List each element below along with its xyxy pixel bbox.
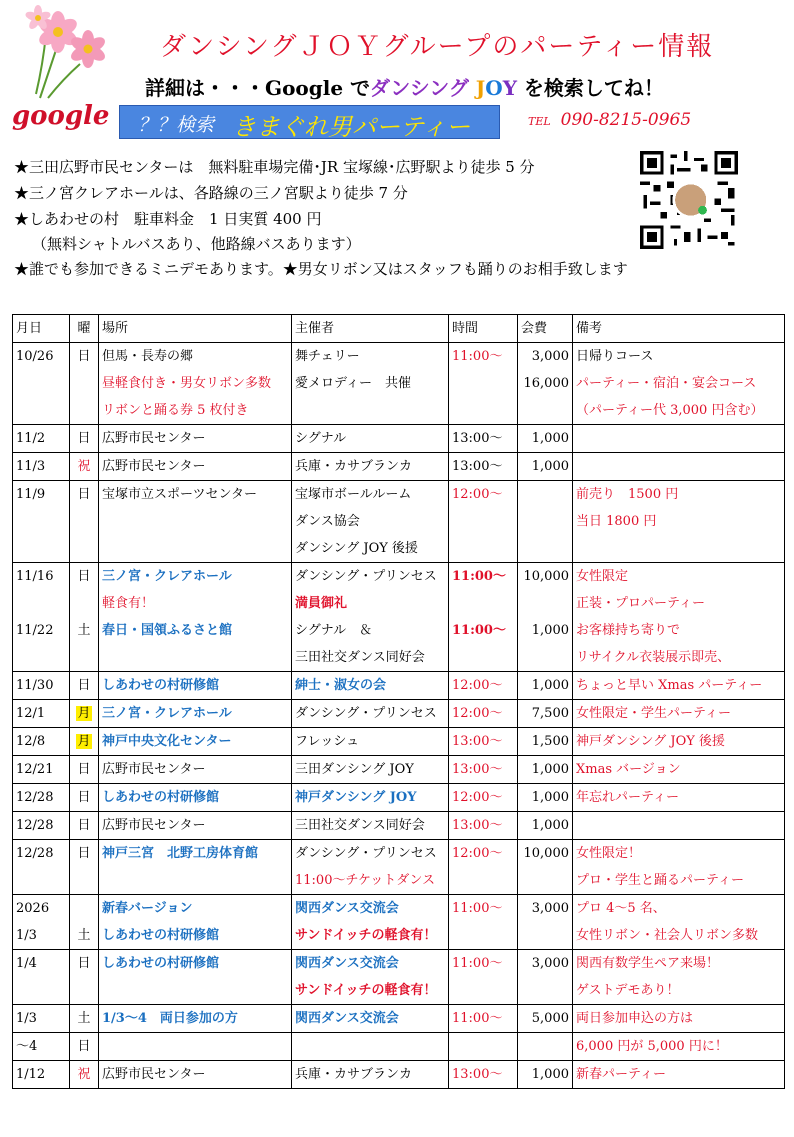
- cell-fee: 5,000: [518, 1005, 573, 1033]
- cell-fee: [518, 397, 573, 425]
- cell-fee: 1,000: [518, 425, 573, 453]
- cell-fee: 1,000: [518, 617, 573, 644]
- cell-host: 関西ダンス交流会: [292, 950, 449, 978]
- tel: [528, 110, 691, 130]
- cell-fee: [518, 481, 573, 509]
- schedule-table: [12, 314, 785, 1089]
- cell-venue: 三ノ宮・クレアホール: [99, 700, 292, 728]
- cell-host: 兵庫・カサブランカ: [292, 453, 449, 481]
- cell-dow: 日: [70, 950, 99, 978]
- table-row: [13, 867, 785, 895]
- cell-host: 三田ダンシング JOY: [292, 756, 449, 784]
- cell-venue: 神戸三宮 北野工房体育館: [99, 840, 292, 868]
- cell-fee: [518, 922, 573, 950]
- cell-host: 三田社交ダンス同好会: [292, 812, 449, 840]
- cell-dow: [70, 508, 99, 535]
- cell-date: 1/12: [13, 1061, 70, 1089]
- cell-dow: 日: [70, 784, 99, 812]
- subtitle-prefix: 詳細は・・・Google で: [145, 76, 371, 100]
- search-keyword: きまぐれ男パーティー: [232, 113, 471, 141]
- cell-venue: しあわせの村研修館: [99, 784, 292, 812]
- cell-date: [13, 508, 70, 535]
- cell-date: 12/28: [13, 784, 70, 812]
- subtitle-brand-o: O: [485, 76, 503, 100]
- cell-note: 女性限定・学生パーティー: [573, 700, 785, 728]
- cell-fee: [518, 644, 573, 672]
- cell-note: 正装・プロパーティー: [573, 590, 785, 617]
- cell-date: 1/3: [13, 922, 70, 950]
- cell-note: 女性リボン・社会人リボン多数: [573, 922, 785, 950]
- cell-date: 11/9: [13, 481, 70, 509]
- cell-note: [573, 453, 785, 481]
- cell-host: [292, 397, 449, 425]
- cell-note: 関西有数学生ペア来場！: [573, 950, 785, 978]
- cell-time: 12:00～: [449, 672, 518, 700]
- info-line: ★誰でも参加できるミニデモあります。★男女リボン又はスタッフも踊りのお相手致します: [14, 260, 628, 278]
- cell-dow: 土: [70, 922, 99, 950]
- table-row: [13, 895, 785, 923]
- table-row: [13, 535, 785, 563]
- cell-dow: 日: [70, 481, 99, 509]
- cell-host: 舞チェリー: [292, 343, 449, 371]
- cell-dow: [70, 895, 99, 923]
- subtitle-brand-y: Y: [502, 76, 517, 100]
- search-query: ？？検索: [138, 114, 215, 136]
- cell-note: 前売り 1500 円: [573, 481, 785, 509]
- cell-venue: 1/3～4 両日参加の方: [99, 1005, 292, 1033]
- cell-dow: [70, 590, 99, 617]
- table-row: [13, 784, 785, 812]
- table-row: [13, 812, 785, 840]
- qr-code-icon: [640, 151, 738, 249]
- cell-host: サンドイッチの軽食有！: [292, 977, 449, 1005]
- cell-note: 女性限定: [573, 563, 785, 591]
- cell-dow: 祝: [70, 453, 99, 481]
- cell-note: （パーティー代 3,000 円含む）: [573, 397, 785, 425]
- cell-dow: [70, 728, 99, 756]
- cell-dow: 日: [70, 1033, 99, 1061]
- header-fee: 会費: [518, 315, 573, 343]
- header-note: 備考: [573, 315, 785, 343]
- cell-host: 満員御礼: [292, 590, 449, 617]
- cell-date: 11/2: [13, 425, 70, 453]
- table-row: [13, 370, 785, 397]
- tel-label: TEL: [528, 115, 551, 128]
- cell-dow: 日: [70, 672, 99, 700]
- cell-fee: [518, 535, 573, 563]
- cell-venue: 広野市民センター: [99, 756, 292, 784]
- cell-dow: 日: [70, 840, 99, 868]
- cell-host: ダンシング・プリンセス: [292, 700, 449, 728]
- google-word: google: [12, 101, 110, 131]
- highlight-mark: 月: [77, 734, 91, 749]
- info-line: ★三ノ宮クレアホールは、各路線の三ノ宮駅より徒歩 7 分: [14, 184, 408, 202]
- cell-fee: 3,000: [518, 950, 573, 978]
- cell-date: 1/3: [13, 1005, 70, 1033]
- table-row: [13, 977, 785, 1005]
- cell-date: [13, 867, 70, 895]
- cell-venue: 但馬・長寿の郷: [99, 343, 292, 371]
- cell-date: [13, 397, 70, 425]
- search-box: [119, 105, 500, 139]
- cell-date: 12/28: [13, 840, 70, 868]
- cell-fee: 3,000: [518, 895, 573, 923]
- table-row: [13, 563, 785, 591]
- header-date: 月日: [13, 315, 70, 343]
- cell-host: 三田社交ダンス同好会: [292, 644, 449, 672]
- cell-fee: 1,000: [518, 453, 573, 481]
- header-venue: 場所: [99, 315, 292, 343]
- cell-venue: しあわせの村研修館: [99, 672, 292, 700]
- cell-date: 10/26: [13, 343, 70, 371]
- tel-number: 090-8215-0965: [560, 110, 692, 130]
- cell-time: 11:00～: [449, 895, 518, 923]
- cell-fee: [518, 590, 573, 617]
- cell-note: お客様持ち寄りで: [573, 617, 785, 644]
- cell-host: 紳士・淑女の会: [292, 672, 449, 700]
- cell-fee: [518, 867, 573, 895]
- cell-host: ダンシング・プリンセス: [292, 840, 449, 868]
- cell-host: シグナル: [292, 425, 449, 453]
- cell-host: フレッシュ: [292, 728, 449, 756]
- cell-dow: [70, 977, 99, 1005]
- cell-date: 12/21: [13, 756, 70, 784]
- cell-time: 13:00～: [449, 425, 518, 453]
- cell-time: 11:00～: [449, 950, 518, 978]
- cell-venue: 三ノ宮・クレアホール: [99, 563, 292, 591]
- subtitle-suffix: を検索してね！: [516, 76, 664, 100]
- cell-dow: [70, 535, 99, 563]
- cell-time: 12:00～: [449, 784, 518, 812]
- cell-date: 2026: [13, 895, 70, 923]
- cell-venue: [99, 644, 292, 672]
- cell-time: [449, 867, 518, 895]
- cell-host: 神戸ダンシング JOY: [292, 784, 449, 812]
- cell-time: 12:00～: [449, 700, 518, 728]
- cell-time: 11:00～: [449, 1005, 518, 1033]
- table-row: [13, 425, 785, 453]
- cell-time: [449, 644, 518, 672]
- table-row: [13, 840, 785, 868]
- cell-note: 当日 1800 円: [573, 508, 785, 535]
- cell-fee: 1,000: [518, 756, 573, 784]
- cell-time: 11:00～: [449, 617, 518, 644]
- cell-host: シグナル ＆: [292, 617, 449, 644]
- cell-note: [573, 425, 785, 453]
- cell-date: 12/1: [13, 700, 70, 728]
- cell-fee: 1,000: [518, 812, 573, 840]
- cell-host: ダンス協会: [292, 508, 449, 535]
- cell-dow: 日: [70, 756, 99, 784]
- cell-venue: [99, 535, 292, 563]
- cell-date: [13, 590, 70, 617]
- cell-time: 11:00～: [449, 563, 518, 591]
- cell-note: 年忘れパーティー: [573, 784, 785, 812]
- cell-venue: 広野市民センター: [99, 812, 292, 840]
- cell-note: [573, 535, 785, 563]
- subtitle-brand-j: J: [475, 76, 486, 100]
- header-host: 主催者: [292, 315, 449, 343]
- cell-host: 11:00～チケットダンス: [292, 867, 449, 895]
- cell-date: [13, 644, 70, 672]
- cell-date: 11/30: [13, 672, 70, 700]
- highlight-mark: 月: [77, 706, 91, 721]
- table-row: [13, 481, 785, 509]
- cell-venue: しあわせの村研修館: [99, 922, 292, 950]
- cell-note: 神戸ダンシング JOY 後援: [573, 728, 785, 756]
- cell-venue: [99, 1033, 292, 1061]
- cell-time: 13:00～: [449, 1061, 518, 1089]
- cell-dow: [70, 397, 99, 425]
- cell-date: 11/22: [13, 617, 70, 644]
- cell-fee: 16,000: [518, 370, 573, 397]
- cell-venue: 新春バージョン: [99, 895, 292, 923]
- cell-venue: 広野市民センター: [99, 425, 292, 453]
- cosmos-flower-icon: [18, 4, 118, 100]
- cell-host: ダンシング・プリンセス: [292, 563, 449, 591]
- cell-time: [449, 922, 518, 950]
- table-row: [13, 1061, 785, 1089]
- cell-host: [292, 1033, 449, 1061]
- cell-note: パーティー・宿泊・宴会コース: [573, 370, 785, 397]
- cell-fee: 1,500: [518, 728, 573, 756]
- cell-venue: [99, 977, 292, 1005]
- cell-time: [449, 397, 518, 425]
- table-header-row: [13, 315, 785, 343]
- cell-venue: [99, 508, 292, 535]
- cell-fee: 1,000: [518, 1061, 573, 1089]
- cell-time: 11:00～: [449, 343, 518, 371]
- cell-note: Xmas バージョン: [573, 756, 785, 784]
- cell-host: 愛メロディー 共催: [292, 370, 449, 397]
- cell-note: プロ 4～5 名、: [573, 895, 785, 923]
- cell-time: 13:00～: [449, 728, 518, 756]
- table-row: [13, 343, 785, 371]
- table-row: [13, 728, 785, 756]
- cell-note: 6,000 円が 5,000 円に！: [573, 1033, 785, 1061]
- table-row: [13, 950, 785, 978]
- table-row: [13, 1033, 785, 1061]
- cell-host: 関西ダンス交流会: [292, 895, 449, 923]
- cell-fee: 3,000: [518, 343, 573, 371]
- cell-note: リサイクル衣装展示即売、: [573, 644, 785, 672]
- table-row: [13, 453, 785, 481]
- cell-venue: 軽食有！: [99, 590, 292, 617]
- cell-note: 日帰りコース: [573, 343, 785, 371]
- cell-time: 13:00～: [449, 812, 518, 840]
- cell-venue: 広野市民センター: [99, 1061, 292, 1089]
- cell-fee: [518, 1033, 573, 1061]
- cell-note: ゲストデモあり！: [573, 977, 785, 1005]
- cell-venue: しあわせの村研修館: [99, 950, 292, 978]
- cell-venue: リボンと踊る券 5 枚付き: [99, 397, 292, 425]
- cell-date: 12/8: [13, 728, 70, 756]
- cell-dow: 日: [70, 425, 99, 453]
- header-time: 時間: [449, 315, 518, 343]
- cell-dow: [70, 370, 99, 397]
- cell-fee: 7,500: [518, 700, 573, 728]
- cell-date: 11/16: [13, 563, 70, 591]
- cell-fee: 1,000: [518, 784, 573, 812]
- cell-time: 12:00～: [449, 481, 518, 509]
- cell-note: プロ・学生と踊るパーティー: [573, 867, 785, 895]
- cell-dow: 日: [70, 812, 99, 840]
- cell-venue: 広野市民センター: [99, 453, 292, 481]
- cell-host: 宝塚市ボールルーム: [292, 481, 449, 509]
- cell-host: ダンシング JOY 後援: [292, 535, 449, 563]
- cell-host: 関西ダンス交流会: [292, 1005, 449, 1033]
- table-row: [13, 922, 785, 950]
- cell-host: 兵庫・カサブランカ: [292, 1061, 449, 1089]
- cell-time: [449, 977, 518, 1005]
- cell-time: 13:00～: [449, 453, 518, 481]
- table-row: [13, 672, 785, 700]
- cell-fee: 10,000: [518, 840, 573, 868]
- cell-venue: 宝塚市立スポーツセンター: [99, 481, 292, 509]
- table-row: [13, 756, 785, 784]
- table-row: [13, 397, 785, 425]
- cell-dow: 祝: [70, 1061, 99, 1089]
- cell-time: 13:00～: [449, 756, 518, 784]
- cell-dow: 土: [70, 617, 99, 644]
- cell-note: ちょっと早い Xmas パーティー: [573, 672, 785, 700]
- cell-venue: 昼軽食付き・男女リボン多数: [99, 370, 292, 397]
- info-line: ★しあわせの村 駐車料金 1 日実質 400 円: [14, 210, 322, 228]
- table-row: [13, 617, 785, 644]
- cell-dow: 日: [70, 563, 99, 591]
- cell-date: 12/28: [13, 812, 70, 840]
- cell-fee: [518, 977, 573, 1005]
- cell-date: ～4: [13, 1033, 70, 1061]
- cell-fee: 1,000: [518, 672, 573, 700]
- cell-note: 女性限定！: [573, 840, 785, 868]
- cell-fee: [518, 508, 573, 535]
- table-row: [13, 508, 785, 535]
- cell-dow: 日: [70, 343, 99, 371]
- cell-date: [13, 535, 70, 563]
- cell-time: [449, 590, 518, 617]
- cell-venue: 神戸中央文化センター: [99, 728, 292, 756]
- cell-date: [13, 370, 70, 397]
- subtitle: [145, 72, 664, 101]
- cell-dow: [70, 644, 99, 672]
- cell-time: 12:00～: [449, 840, 518, 868]
- cell-note: [573, 812, 785, 840]
- cell-time: [449, 508, 518, 535]
- cell-host: サンドイッチの軽食有！: [292, 922, 449, 950]
- cell-time: [449, 535, 518, 563]
- info-line: ★三田広野市民センターは 無料駐車場完備･JR 宝塚線･広野駅より徒歩 5 分: [14, 158, 535, 176]
- cell-note: 両日参加申込の方は: [573, 1005, 785, 1033]
- table-row: [13, 644, 785, 672]
- page-title: ダンシングＪＯＹグループのパーティー情報: [160, 32, 715, 62]
- cell-dow: 土: [70, 1005, 99, 1033]
- info-line: （無料シャトルバスあり、他路線バスあります）: [32, 235, 361, 253]
- cell-note: 新春パーティー: [573, 1061, 785, 1089]
- header-dow: 曜: [70, 315, 99, 343]
- table-row: [13, 590, 785, 617]
- cell-dow: [70, 867, 99, 895]
- cell-date: [13, 977, 70, 1005]
- cell-date: 1/4: [13, 950, 70, 978]
- table-row: [13, 1005, 785, 1033]
- cell-venue: [99, 867, 292, 895]
- cell-dow: [70, 700, 99, 728]
- cell-date: 11/3: [13, 453, 70, 481]
- cell-time: [449, 1033, 518, 1061]
- cell-venue: 春日・国領ふるさと館: [99, 617, 292, 644]
- table-row: [13, 700, 785, 728]
- cell-fee: 10,000: [518, 563, 573, 591]
- cell-time: [449, 370, 518, 397]
- subtitle-brand: ダンシング: [370, 76, 476, 100]
